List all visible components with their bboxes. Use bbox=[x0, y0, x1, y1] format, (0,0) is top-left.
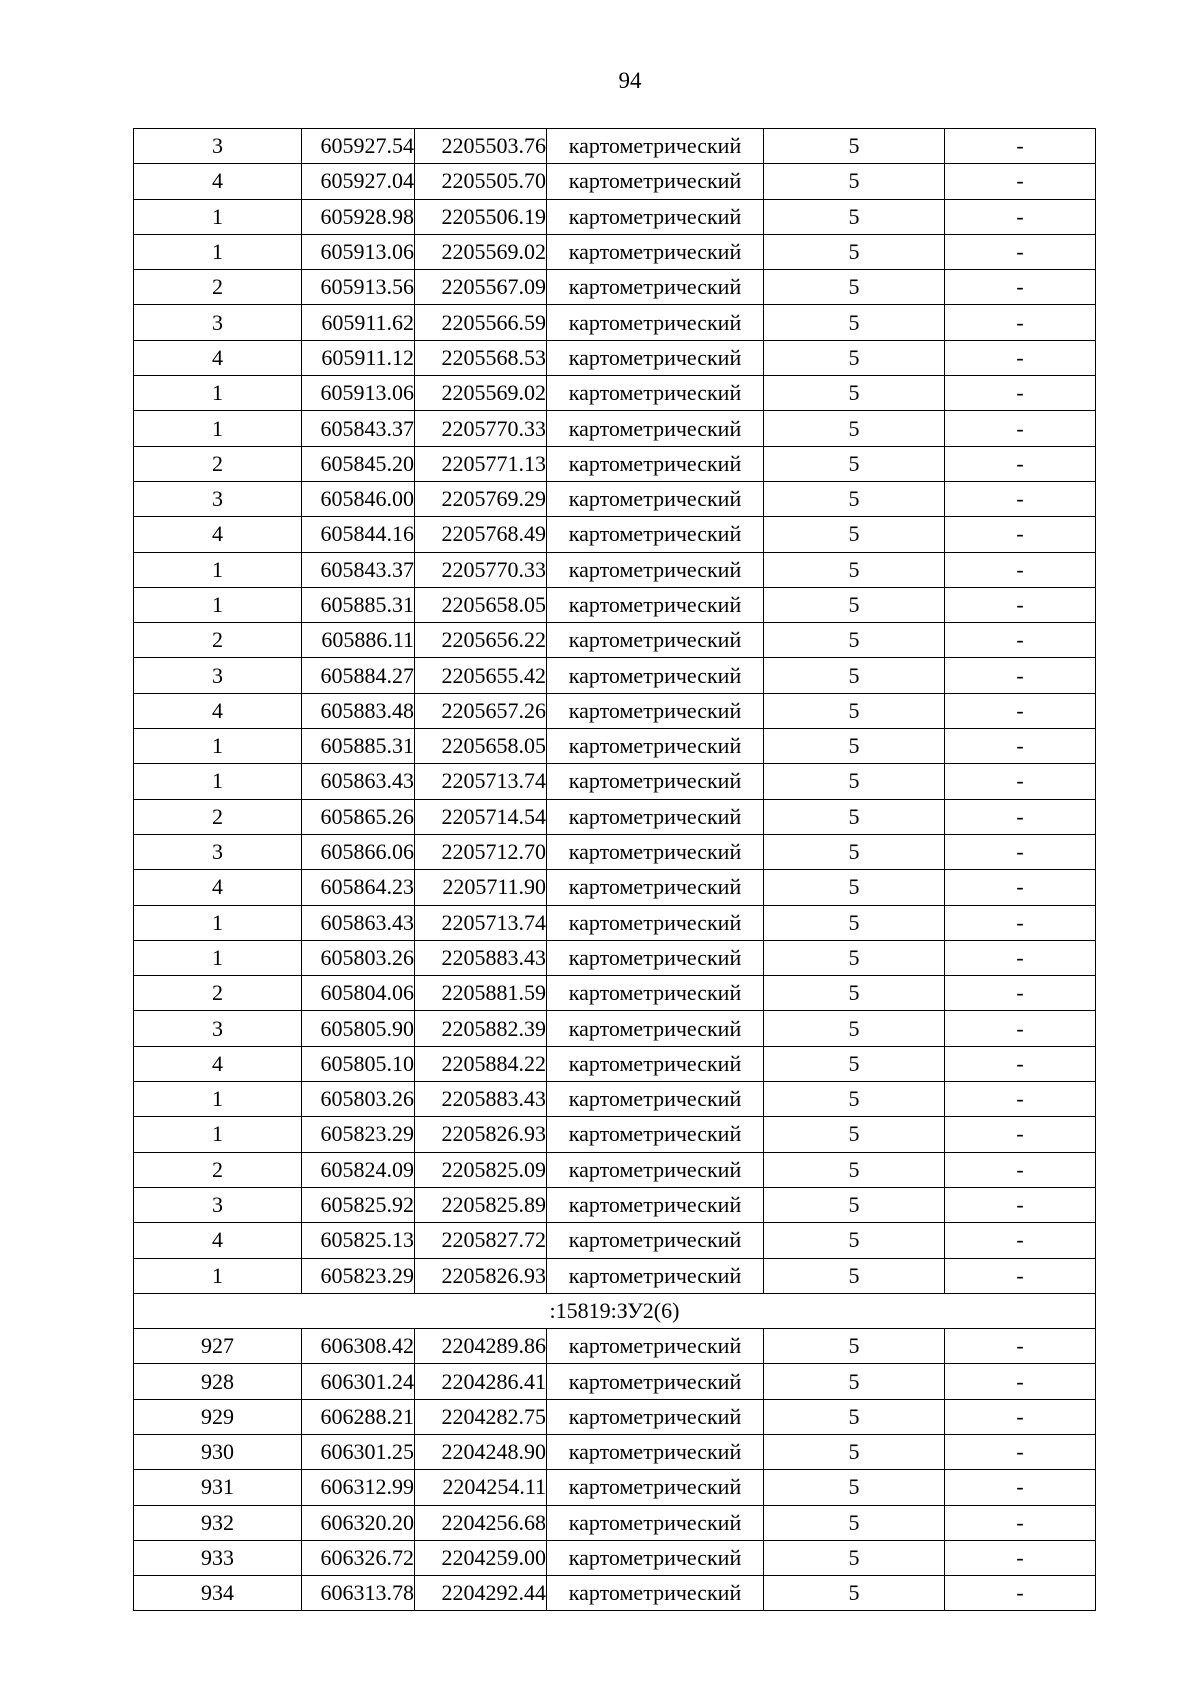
y-coordinate-cell: 2205713.74 bbox=[415, 764, 547, 799]
x-coordinate-cell: 605866.06 bbox=[302, 834, 415, 869]
point-number-cell: 2 bbox=[134, 799, 302, 834]
point-number-cell: 2 bbox=[134, 446, 302, 481]
accuracy-cell: 5 bbox=[764, 1152, 945, 1187]
point-number-cell: 2 bbox=[134, 976, 302, 1011]
accuracy-cell: 5 bbox=[764, 164, 945, 199]
y-coordinate-cell: 2205655.42 bbox=[415, 658, 547, 693]
accuracy-cell: 5 bbox=[764, 1329, 945, 1364]
method-cell: картометрический bbox=[547, 799, 764, 834]
method-cell: картометрический bbox=[547, 940, 764, 975]
x-coordinate-cell: 605865.26 bbox=[302, 799, 415, 834]
point-number-cell: 1 bbox=[134, 1258, 302, 1293]
method-cell: картометрический bbox=[547, 270, 764, 305]
accuracy-cell: 5 bbox=[764, 340, 945, 375]
x-coordinate-cell: 605886.11 bbox=[302, 623, 415, 658]
accuracy-cell: 5 bbox=[764, 1187, 945, 1222]
table-row bbox=[134, 1399, 1096, 1434]
table-row bbox=[134, 693, 1096, 728]
table-row bbox=[134, 305, 1096, 340]
method-cell: картометрический bbox=[547, 164, 764, 199]
point-number-cell: 1 bbox=[134, 234, 302, 269]
note-cell: - bbox=[945, 376, 1096, 411]
table-row bbox=[134, 411, 1096, 446]
y-coordinate-cell: 2205713.74 bbox=[415, 905, 547, 940]
note-cell: - bbox=[945, 799, 1096, 834]
note-cell: - bbox=[945, 1540, 1096, 1575]
accuracy-cell: 5 bbox=[764, 411, 945, 446]
y-coordinate-cell: 2205768.49 bbox=[415, 517, 547, 552]
table-row bbox=[134, 1117, 1096, 1152]
table-row bbox=[134, 940, 1096, 975]
note-cell: - bbox=[945, 1576, 1096, 1611]
note-cell: - bbox=[945, 1470, 1096, 1505]
method-cell: картометрический bbox=[547, 905, 764, 940]
note-cell: - bbox=[945, 870, 1096, 905]
table-row bbox=[134, 870, 1096, 905]
y-coordinate-cell: 2205569.02 bbox=[415, 234, 547, 269]
accuracy-cell: 5 bbox=[764, 1576, 945, 1611]
point-number-cell: 4 bbox=[134, 1046, 302, 1081]
x-coordinate-cell: 606313.78 bbox=[302, 1576, 415, 1611]
y-coordinate-cell: 2205883.43 bbox=[415, 1082, 547, 1117]
point-number-cell: 933 bbox=[134, 1540, 302, 1575]
method-cell: картометрический bbox=[547, 234, 764, 269]
table-row bbox=[134, 376, 1096, 411]
x-coordinate-cell: 605913.06 bbox=[302, 234, 415, 269]
table-row bbox=[134, 1540, 1096, 1575]
accuracy-cell: 5 bbox=[764, 1434, 945, 1469]
method-cell: картометрический bbox=[547, 1505, 764, 1540]
x-coordinate-cell: 605927.04 bbox=[302, 164, 415, 199]
x-coordinate-cell: 605884.27 bbox=[302, 658, 415, 693]
y-coordinate-cell: 2205566.59 bbox=[415, 305, 547, 340]
x-coordinate-cell: 605803.26 bbox=[302, 1082, 415, 1117]
note-cell: - bbox=[945, 905, 1096, 940]
note-cell: - bbox=[945, 517, 1096, 552]
point-number-cell: 1 bbox=[134, 376, 302, 411]
x-coordinate-cell: 605823.29 bbox=[302, 1258, 415, 1293]
y-coordinate-cell: 2205770.33 bbox=[415, 411, 547, 446]
note-cell: - bbox=[945, 1505, 1096, 1540]
note-cell: - bbox=[945, 1187, 1096, 1222]
x-coordinate-cell: 605911.12 bbox=[302, 340, 415, 375]
point-number-cell: 3 bbox=[134, 1187, 302, 1222]
point-number-cell: 3 bbox=[134, 1011, 302, 1046]
y-coordinate-cell: 2204289.86 bbox=[415, 1329, 547, 1364]
table-row bbox=[134, 905, 1096, 940]
y-coordinate-cell: 2204259.00 bbox=[415, 1540, 547, 1575]
accuracy-cell: 5 bbox=[764, 305, 945, 340]
accuracy-cell: 5 bbox=[764, 729, 945, 764]
method-cell: картометрический bbox=[547, 1329, 764, 1364]
section-title: :15819:ЗУ2(6) bbox=[134, 1293, 1096, 1328]
x-coordinate-cell: 605843.37 bbox=[302, 411, 415, 446]
note-cell: - bbox=[945, 658, 1096, 693]
y-coordinate-cell: 2204292.44 bbox=[415, 1576, 547, 1611]
table-row bbox=[134, 199, 1096, 234]
y-coordinate-cell: 2205771.13 bbox=[415, 446, 547, 481]
method-cell: картометрический bbox=[547, 446, 764, 481]
table-row bbox=[134, 658, 1096, 693]
point-number-cell: 4 bbox=[134, 340, 302, 375]
table-row bbox=[134, 340, 1096, 375]
point-number-cell: 1 bbox=[134, 411, 302, 446]
table-row bbox=[134, 1329, 1096, 1364]
note-cell: - bbox=[945, 164, 1096, 199]
point-number-cell: 3 bbox=[134, 834, 302, 869]
x-coordinate-cell: 606312.99 bbox=[302, 1470, 415, 1505]
table-row bbox=[134, 1505, 1096, 1540]
method-cell: картометрический bbox=[547, 481, 764, 516]
accuracy-cell: 5 bbox=[764, 376, 945, 411]
y-coordinate-cell: 2205569.02 bbox=[415, 376, 547, 411]
y-coordinate-cell: 2205770.33 bbox=[415, 552, 547, 587]
note-cell: - bbox=[945, 1046, 1096, 1081]
method-cell: картометрический bbox=[547, 729, 764, 764]
point-number-cell: 4 bbox=[134, 164, 302, 199]
y-coordinate-cell: 2205825.89 bbox=[415, 1187, 547, 1222]
point-number-cell: 1 bbox=[134, 587, 302, 622]
note-cell: - bbox=[945, 481, 1096, 516]
table-row bbox=[134, 446, 1096, 481]
method-cell: картометрический bbox=[547, 658, 764, 693]
accuracy-cell: 5 bbox=[764, 517, 945, 552]
method-cell: картометрический bbox=[547, 517, 764, 552]
accuracy-cell: 5 bbox=[764, 834, 945, 869]
accuracy-cell: 5 bbox=[764, 1470, 945, 1505]
note-cell: - bbox=[945, 129, 1096, 164]
point-number-cell: 934 bbox=[134, 1576, 302, 1611]
method-cell: картометрический bbox=[547, 376, 764, 411]
x-coordinate-cell: 605823.29 bbox=[302, 1117, 415, 1152]
x-coordinate-cell: 606326.72 bbox=[302, 1540, 415, 1575]
y-coordinate-cell: 2205505.70 bbox=[415, 164, 547, 199]
table-row bbox=[134, 1258, 1096, 1293]
y-coordinate-cell: 2205769.29 bbox=[415, 481, 547, 516]
method-cell: картометрический bbox=[547, 1540, 764, 1575]
y-coordinate-cell: 2205827.72 bbox=[415, 1223, 547, 1258]
point-number-cell: 3 bbox=[134, 658, 302, 693]
note-cell: - bbox=[945, 729, 1096, 764]
x-coordinate-cell: 605885.31 bbox=[302, 729, 415, 764]
y-coordinate-cell: 2205826.93 bbox=[415, 1117, 547, 1152]
method-cell: картометрический bbox=[547, 764, 764, 799]
x-coordinate-cell: 605883.48 bbox=[302, 693, 415, 728]
note-cell: - bbox=[945, 1011, 1096, 1046]
method-cell: картометрический bbox=[547, 552, 764, 587]
accuracy-cell: 5 bbox=[764, 799, 945, 834]
point-number-cell: 3 bbox=[134, 129, 302, 164]
y-coordinate-cell: 2205825.09 bbox=[415, 1152, 547, 1187]
y-coordinate-cell: 2205882.39 bbox=[415, 1011, 547, 1046]
accuracy-cell: 5 bbox=[764, 1082, 945, 1117]
y-coordinate-cell: 2205884.22 bbox=[415, 1046, 547, 1081]
x-coordinate-cell: 606320.20 bbox=[302, 1505, 415, 1540]
method-cell: картометрический bbox=[547, 623, 764, 658]
y-coordinate-cell: 2205714.54 bbox=[415, 799, 547, 834]
y-coordinate-cell: 2205826.93 bbox=[415, 1258, 547, 1293]
accuracy-cell: 5 bbox=[764, 1117, 945, 1152]
method-cell: картометрический bbox=[547, 1434, 764, 1469]
point-number-cell: 4 bbox=[134, 693, 302, 728]
x-coordinate-cell: 606288.21 bbox=[302, 1399, 415, 1434]
method-cell: картометрический bbox=[547, 1011, 764, 1046]
accuracy-cell: 5 bbox=[764, 129, 945, 164]
x-coordinate-cell: 605863.43 bbox=[302, 764, 415, 799]
table-row bbox=[134, 1187, 1096, 1222]
x-coordinate-cell: 605864.23 bbox=[302, 870, 415, 905]
accuracy-cell: 5 bbox=[764, 1046, 945, 1081]
point-number-cell: 927 bbox=[134, 1329, 302, 1364]
point-number-cell: 4 bbox=[134, 1223, 302, 1258]
note-cell: - bbox=[945, 834, 1096, 869]
coordinates-table-body bbox=[134, 129, 1096, 1611]
point-number-cell: 1 bbox=[134, 1117, 302, 1152]
x-coordinate-cell: 605805.90 bbox=[302, 1011, 415, 1046]
note-cell: - bbox=[945, 1152, 1096, 1187]
accuracy-cell: 5 bbox=[764, 658, 945, 693]
method-cell: картометрический bbox=[547, 199, 764, 234]
accuracy-cell: 5 bbox=[764, 870, 945, 905]
note-cell: - bbox=[945, 976, 1096, 1011]
point-number-cell: 4 bbox=[134, 517, 302, 552]
x-coordinate-cell: 605843.37 bbox=[302, 552, 415, 587]
x-coordinate-cell: 605911.62 bbox=[302, 305, 415, 340]
method-cell: картометрический bbox=[547, 1258, 764, 1293]
note-cell: - bbox=[945, 1434, 1096, 1469]
table-row bbox=[134, 481, 1096, 516]
table-row bbox=[134, 129, 1096, 164]
method-cell: картометрический bbox=[547, 1187, 764, 1222]
accuracy-cell: 5 bbox=[764, 446, 945, 481]
accuracy-cell: 5 bbox=[764, 693, 945, 728]
note-cell: - bbox=[945, 411, 1096, 446]
accuracy-cell: 5 bbox=[764, 976, 945, 1011]
point-number-cell: 4 bbox=[134, 870, 302, 905]
y-coordinate-cell: 2204254.11 bbox=[415, 1470, 547, 1505]
accuracy-cell: 5 bbox=[764, 623, 945, 658]
method-cell: картометрический bbox=[547, 870, 764, 905]
table-row bbox=[134, 976, 1096, 1011]
table-row bbox=[134, 234, 1096, 269]
y-coordinate-cell: 2205883.43 bbox=[415, 940, 547, 975]
note-cell: - bbox=[945, 764, 1096, 799]
note-cell: - bbox=[945, 1082, 1096, 1117]
point-number-cell: 1 bbox=[134, 552, 302, 587]
point-number-cell: 1 bbox=[134, 1082, 302, 1117]
x-coordinate-cell: 605927.54 bbox=[302, 129, 415, 164]
x-coordinate-cell: 605913.06 bbox=[302, 376, 415, 411]
note-cell: - bbox=[945, 305, 1096, 340]
table-row bbox=[134, 1223, 1096, 1258]
y-coordinate-cell: 2205657.26 bbox=[415, 693, 547, 728]
accuracy-cell: 5 bbox=[764, 552, 945, 587]
note-cell: - bbox=[945, 446, 1096, 481]
y-coordinate-cell: 2205711.90 bbox=[415, 870, 547, 905]
method-cell: картометрический bbox=[547, 1046, 764, 1081]
note-cell: - bbox=[945, 270, 1096, 305]
point-number-cell: 3 bbox=[134, 305, 302, 340]
note-cell: - bbox=[945, 552, 1096, 587]
x-coordinate-cell: 605913.56 bbox=[302, 270, 415, 305]
method-cell: картометрический bbox=[547, 411, 764, 446]
table-row bbox=[134, 1152, 1096, 1187]
method-cell: картометрический bbox=[547, 1152, 764, 1187]
accuracy-cell: 5 bbox=[764, 199, 945, 234]
table-row bbox=[134, 834, 1096, 869]
note-cell: - bbox=[945, 199, 1096, 234]
accuracy-cell: 5 bbox=[764, 1258, 945, 1293]
point-number-cell: 932 bbox=[134, 1505, 302, 1540]
method-cell: картометрический bbox=[547, 1223, 764, 1258]
x-coordinate-cell: 605928.98 bbox=[302, 199, 415, 234]
point-number-cell: 929 bbox=[134, 1399, 302, 1434]
note-cell: - bbox=[945, 1223, 1096, 1258]
point-number-cell: 2 bbox=[134, 623, 302, 658]
x-coordinate-cell: 605825.13 bbox=[302, 1223, 415, 1258]
table-row bbox=[134, 764, 1096, 799]
x-coordinate-cell: 605824.09 bbox=[302, 1152, 415, 1187]
method-cell: картометрический bbox=[547, 587, 764, 622]
point-number-cell: 1 bbox=[134, 905, 302, 940]
method-cell: картометрический bbox=[547, 1082, 764, 1117]
accuracy-cell: 5 bbox=[764, 764, 945, 799]
accuracy-cell: 5 bbox=[764, 1505, 945, 1540]
x-coordinate-cell: 605885.31 bbox=[302, 587, 415, 622]
accuracy-cell: 5 bbox=[764, 481, 945, 516]
page-number: 94 bbox=[618, 68, 642, 93]
table-row bbox=[134, 799, 1096, 834]
table-row bbox=[134, 517, 1096, 552]
table-row bbox=[134, 1082, 1096, 1117]
x-coordinate-cell: 605825.92 bbox=[302, 1187, 415, 1222]
method-cell: картометрический bbox=[547, 1470, 764, 1505]
accuracy-cell: 5 bbox=[764, 1399, 945, 1434]
method-cell: картометрический bbox=[547, 1399, 764, 1434]
method-cell: картометрический bbox=[547, 305, 764, 340]
y-coordinate-cell: 2204256.68 bbox=[415, 1505, 547, 1540]
y-coordinate-cell: 2204248.90 bbox=[415, 1434, 547, 1469]
table-row bbox=[134, 164, 1096, 199]
point-number-cell: 2 bbox=[134, 270, 302, 305]
note-cell: - bbox=[945, 234, 1096, 269]
method-cell: картометрический bbox=[547, 1576, 764, 1611]
table-row bbox=[134, 270, 1096, 305]
x-coordinate-cell: 606301.25 bbox=[302, 1434, 415, 1469]
note-cell: - bbox=[945, 1329, 1096, 1364]
accuracy-cell: 5 bbox=[764, 905, 945, 940]
x-coordinate-cell: 605805.10 bbox=[302, 1046, 415, 1081]
x-coordinate-cell: 605863.43 bbox=[302, 905, 415, 940]
method-cell: картометрический bbox=[547, 693, 764, 728]
table-row bbox=[134, 623, 1096, 658]
x-coordinate-cell: 605844.16 bbox=[302, 517, 415, 552]
x-coordinate-cell: 606308.42 bbox=[302, 1329, 415, 1364]
accuracy-cell: 5 bbox=[764, 1540, 945, 1575]
coordinates-table bbox=[133, 128, 1096, 1611]
note-cell: - bbox=[945, 940, 1096, 975]
x-coordinate-cell: 605804.06 bbox=[302, 976, 415, 1011]
y-coordinate-cell: 2205567.09 bbox=[415, 270, 547, 305]
note-cell: - bbox=[945, 340, 1096, 375]
y-coordinate-cell: 2205503.76 bbox=[415, 129, 547, 164]
x-coordinate-cell: 605845.20 bbox=[302, 446, 415, 481]
point-number-cell: 931 bbox=[134, 1470, 302, 1505]
point-number-cell: 1 bbox=[134, 729, 302, 764]
table-row bbox=[134, 1434, 1096, 1469]
point-number-cell: 1 bbox=[134, 199, 302, 234]
point-number-cell: 2 bbox=[134, 1152, 302, 1187]
note-cell: - bbox=[945, 1258, 1096, 1293]
point-number-cell: 1 bbox=[134, 764, 302, 799]
section-row bbox=[134, 1293, 1096, 1328]
table-row bbox=[134, 1011, 1096, 1046]
x-coordinate-cell: 606301.24 bbox=[302, 1364, 415, 1399]
table-row bbox=[134, 729, 1096, 764]
accuracy-cell: 5 bbox=[764, 587, 945, 622]
method-cell: картометрический bbox=[547, 1117, 764, 1152]
accuracy-cell: 5 bbox=[764, 1223, 945, 1258]
accuracy-cell: 5 bbox=[764, 234, 945, 269]
y-coordinate-cell: 2204282.75 bbox=[415, 1399, 547, 1434]
x-coordinate-cell: 605846.00 bbox=[302, 481, 415, 516]
accuracy-cell: 5 bbox=[764, 1011, 945, 1046]
y-coordinate-cell: 2205658.05 bbox=[415, 729, 547, 764]
method-cell: картометрический bbox=[547, 340, 764, 375]
y-coordinate-cell: 2205658.05 bbox=[415, 587, 547, 622]
accuracy-cell: 5 bbox=[764, 270, 945, 305]
point-number-cell: 930 bbox=[134, 1434, 302, 1469]
y-coordinate-cell: 2205506.19 bbox=[415, 199, 547, 234]
x-coordinate-cell: 605803.26 bbox=[302, 940, 415, 975]
note-cell: - bbox=[945, 623, 1096, 658]
table-row bbox=[134, 552, 1096, 587]
method-cell: картометрический bbox=[547, 976, 764, 1011]
table-row bbox=[134, 1576, 1096, 1611]
y-coordinate-cell: 2205881.59 bbox=[415, 976, 547, 1011]
point-number-cell: 1 bbox=[134, 940, 302, 975]
point-number-cell: 3 bbox=[134, 481, 302, 516]
note-cell: - bbox=[945, 587, 1096, 622]
method-cell: картометрический bbox=[547, 834, 764, 869]
table-row bbox=[134, 587, 1096, 622]
note-cell: - bbox=[945, 1399, 1096, 1434]
note-cell: - bbox=[945, 1364, 1096, 1399]
method-cell: картометрический bbox=[547, 1364, 764, 1399]
table-row bbox=[134, 1470, 1096, 1505]
y-coordinate-cell: 2205568.53 bbox=[415, 340, 547, 375]
note-cell: - bbox=[945, 693, 1096, 728]
y-coordinate-cell: 2205656.22 bbox=[415, 623, 547, 658]
table-row bbox=[134, 1046, 1096, 1081]
y-coordinate-cell: 2204286.41 bbox=[415, 1364, 547, 1399]
accuracy-cell: 5 bbox=[764, 1364, 945, 1399]
note-cell: - bbox=[945, 1117, 1096, 1152]
point-number-cell: 928 bbox=[134, 1364, 302, 1399]
method-cell: картометрический bbox=[547, 129, 764, 164]
table-row bbox=[134, 1364, 1096, 1399]
y-coordinate-cell: 2205712.70 bbox=[415, 834, 547, 869]
accuracy-cell: 5 bbox=[764, 940, 945, 975]
